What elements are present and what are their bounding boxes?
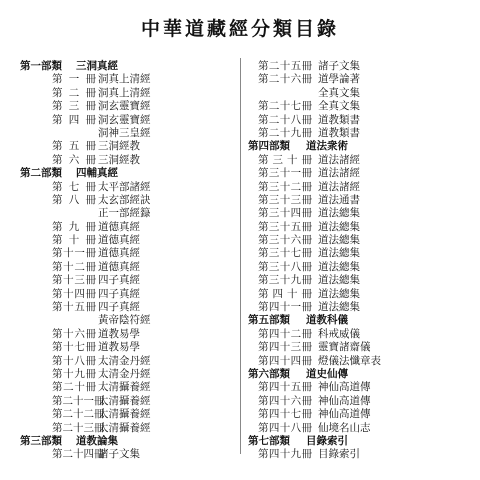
section-label: 第三部類 [20,434,62,447]
volume-number: 第十七冊 [52,341,96,354]
volume-title: 道法諸經 [318,167,360,180]
volume-entry [248,127,478,140]
volume-title: 目錄索引 [318,448,360,461]
volume-number: 第四十八冊 [258,421,312,434]
volume-number: 第二十九冊 [258,126,312,139]
volume-number: 第二十六冊 [258,73,312,86]
section-heading [248,314,478,327]
volume-title: 仙境名山志 [318,421,371,434]
volume-title: 科戒威儀 [318,327,360,340]
volume-entry [16,100,246,113]
volume-title: 道法總集 [318,220,360,233]
volume-title: 道德真經 [98,247,140,260]
volume-number: 第五冊 [52,140,96,153]
volume-title: 太玄部經訣 [98,193,151,206]
volume-entry [248,154,478,167]
volume-title: 道德真經 [98,220,140,233]
volume-entry [16,154,246,167]
volume-number: 第十二冊 [52,260,96,273]
volume-number: 第三十冊 [258,153,312,166]
volume-title: 黃帝陰符經 [98,314,151,327]
volume-number: 第二十五冊 [258,60,312,72]
volume-number: 第二冊 [52,86,96,99]
volume-number: 第十三冊 [52,274,96,287]
volume-entry [248,448,478,461]
volume-entry [16,328,246,341]
volume-title: 道法諸經 [318,180,360,193]
volume-entry [248,221,478,234]
volume-entry [248,422,478,435]
volume-entry [248,181,478,194]
volume-title: 燈儀法懺章表 [318,354,381,367]
volume-title: 太平部諸經 [98,180,151,193]
volume-number: 第二十冊 [52,381,96,394]
volume-title: 太清攝養經 [98,408,151,421]
volume-title: 太清金丹經 [98,367,151,380]
volume-entry [248,114,478,127]
volume-entry [16,355,246,368]
volume-entry [248,341,478,354]
section-heading [248,368,478,381]
volume-title: 太清攝養經 [98,421,151,434]
volume-number: 第四十六冊 [258,394,312,407]
volume-entry [16,314,246,327]
volume-title: 神仙高道傳 [318,394,371,407]
volume-title: 全真文集 [318,100,360,113]
volume-number: 第四十二冊 [258,327,312,340]
right-column [248,60,478,462]
volume-title: 道學論著 [318,73,360,86]
volume-entry [248,167,478,180]
volume-entry [16,114,246,127]
volume-number: 第三冊 [52,100,96,113]
section-label: 第六部類 [248,367,290,380]
volume-title: 太清攝養經 [98,394,151,407]
volume-title: 道德真經 [98,260,140,273]
left-column [16,60,246,462]
volume-title: 道教類書 [318,126,360,139]
section-name: 四輔真經 [76,167,118,180]
volume-number: 第三十七冊 [258,247,312,260]
volume-number: 第十六冊 [52,327,96,340]
volume-title: 道法總集 [318,207,360,220]
volume-number: 第十八冊 [52,354,96,367]
volume-entry [16,87,246,100]
section-label: 第四部類 [248,140,290,153]
volume-title: 道法通書 [318,193,360,206]
volume-entry [16,381,246,394]
volume-title: 道法總集 [318,274,360,287]
section-heading [16,167,246,180]
volume-entry [248,194,478,207]
section-heading [248,140,478,153]
volume-number: 第二十三冊 [52,421,105,434]
volume-title: 四子真經 [98,274,140,287]
section-heading [248,435,478,448]
volume-number: 第四十一冊 [258,301,312,314]
volume-number: 第三十三冊 [258,193,312,206]
volume-number: 第三十四冊 [258,207,312,220]
volume-title: 正一部經籙 [98,207,151,220]
volume-title: 道德真經 [98,234,140,247]
volume-number: 第三十九冊 [258,274,312,287]
volume-number: 第六冊 [52,153,96,166]
volume-title: 太清金丹經 [98,354,151,367]
volume-number: 第十冊 [52,234,96,247]
volume-entry [248,207,478,220]
volume-number: 第七冊 [52,180,96,193]
volume-entry [16,127,246,140]
volume-number: 第四冊 [52,113,96,126]
volume-title: 道法總集 [318,287,360,300]
volume-entry [16,274,246,287]
volume-entry [16,140,246,153]
volume-entry [16,207,246,220]
volume-entry [16,181,246,194]
volume-title: 洞玄靈寶經 [98,100,151,113]
volume-title: 道法諸經 [318,153,360,166]
volume-number: 第四十四冊 [258,354,312,367]
volume-title: 道教易學 [98,341,140,354]
volume-number: 第三十一冊 [258,167,312,180]
volume-number: 第二十四冊 [52,448,105,461]
volume-entry [248,355,478,368]
volume-number: 第十一冊 [52,247,96,260]
volume-title: 四子真經 [98,301,140,314]
section-label: 第二部類 [20,167,62,180]
section-name: 三洞真經 [76,60,118,72]
volume-entry [248,100,478,113]
volume-entry [16,261,246,274]
volume-title: 道法總集 [318,247,360,260]
volume-number: 第十五冊 [52,301,96,314]
volume-number: 第三十二冊 [258,180,312,193]
volume-number: 第四十冊 [258,287,312,300]
volume-title: 諸子文集 [98,448,140,461]
volume-entry [248,87,478,100]
volume-number: 第八冊 [52,193,96,206]
volume-title: 靈寶諸齋儀 [318,341,371,354]
section-label: 第七部類 [248,434,290,447]
volume-entry [16,395,246,408]
volume-title: 四子真經 [98,287,140,300]
volume-number: 第四十七冊 [258,408,312,421]
volume-title: 諸子文集 [318,60,360,72]
volume-entry [248,261,478,274]
volume-entry [16,194,246,207]
volume-entry [16,368,246,381]
volume-title: 道教易學 [98,327,140,340]
volume-title: 神仙高道傳 [318,408,371,421]
section-name: 道法衆術 [306,140,348,153]
section-name: 道教論集 [76,434,118,447]
volume-number: 第四十九冊 [258,448,312,461]
volume-number: 第二十七冊 [258,100,312,113]
volume-entry [248,288,478,301]
volume-title: 神仙高道傳 [318,381,371,394]
volume-number: 第十四冊 [52,287,96,300]
volume-entry [248,60,478,73]
section-label: 第五部類 [248,314,290,327]
volume-number: 第一冊 [52,73,96,86]
page-title: 中華道藏經分類目錄 [140,18,339,40]
volume-entry [248,381,478,394]
volume-entry [248,328,478,341]
volume-entry [16,73,246,86]
volume-number: 第三十八冊 [258,260,312,273]
volume-title: 洞真上清經 [98,73,151,86]
volume-entry [16,422,246,435]
volume-title: 道法總集 [318,260,360,273]
volume-title: 洞玄靈寶經 [98,113,151,126]
volume-entry [16,234,246,247]
volume-entry [248,301,478,314]
volume-entry [16,341,246,354]
volume-number: 第九冊 [52,220,96,233]
volume-number: 第十九冊 [52,367,96,380]
volume-title: 道法總集 [318,301,360,314]
volume-entry [16,301,246,314]
section-label: 第一部類 [20,60,62,72]
volume-title: 洞神三皇經 [98,126,151,139]
volume-entry [16,221,246,234]
section-name: 目錄索引 [306,434,348,447]
section-name: 道教科儀 [306,314,348,327]
volume-number: 第二十二冊 [52,408,105,421]
volume-entry [248,408,478,421]
volume-entry [248,73,478,86]
section-heading [16,60,246,73]
volume-entry [16,408,246,421]
volume-title: 三洞經教 [98,153,140,166]
volume-title: 道法總集 [318,234,360,247]
volume-entry [248,395,478,408]
section-heading [16,435,246,448]
volume-number: 第四十五冊 [258,381,312,394]
volume-entry [248,234,478,247]
volume-title: 道教類書 [318,113,360,126]
volume-entry [16,288,246,301]
volume-number: 第三十五冊 [258,220,312,233]
volume-number: 第二十八冊 [258,113,312,126]
volume-title: 全真文集 [318,86,360,99]
volume-entry [16,448,246,461]
volume-title: 三洞經教 [98,140,140,153]
volume-title: 太清攝養經 [98,381,151,394]
volume-entry [248,247,478,260]
volume-entry [248,274,478,287]
volume-entry [16,247,246,260]
section-name: 道史仙傳 [306,367,348,380]
volume-number: 第二十一冊 [52,394,105,407]
volume-number: 第四十三冊 [258,341,312,354]
volume-number: 第三十六冊 [258,234,312,247]
volume-title: 洞真上清經 [98,86,151,99]
